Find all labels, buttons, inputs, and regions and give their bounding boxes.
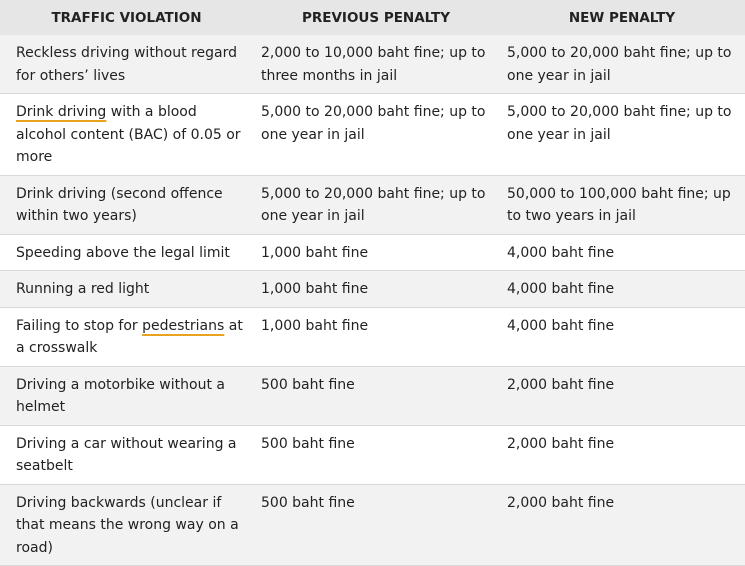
previous-penalty-cell: 5,000 to 20,000 baht fine; up to one year in jail [253,175,499,234]
new-penalty-cell: 5,000 to 20,000 baht fine; up to one year in jail [499,94,745,176]
previous-penalty-cell: 5,000 to 20,000 baht fine; up to one year in jail [253,94,499,176]
new-penalty-cell: 2,000 baht fine [499,425,745,484]
violation-cell: Driving backwards (unclear if that means the wrong way on a road) [0,484,253,566]
new-penalty-cell: 4,000 baht fine [499,234,745,271]
table-row [0,271,745,308]
new-penalty-cell: 2,000 baht fine [499,366,745,425]
violation-cell: Driving a motorbike without a helmet [0,366,253,425]
new-penalty-cell: 2,000 baht fine [499,484,745,566]
header-row [0,0,745,35]
table-row [0,307,745,366]
violation-cell: Speeding above the legal limit [0,234,253,271]
violation-cell: Reckless driving without regard for others’ lives [0,35,253,94]
violation-text: at a crosswalk [16,317,243,356]
violation-cell [0,307,253,366]
previous-penalty-cell: 1,000 baht fine [253,234,499,271]
violation-cell: Running a red light [0,271,253,308]
table-body [0,35,745,566]
previous-penalty-cell: 1,000 baht fine [253,271,499,308]
table-header [0,0,745,35]
previous-penalty-cell: 500 baht fine [253,366,499,425]
header-traffic-violation: TRAFFIC VIOLATION [0,0,253,35]
drink-driving-link[interactable]: Drink driving [16,104,107,120]
table-row [0,366,745,425]
table-row [0,94,745,176]
new-penalty-cell: 4,000 baht fine [499,271,745,308]
table-row [0,234,745,271]
violation-cell: Driving a car without wearing a seatbelt [0,425,253,484]
violation-cell [0,94,253,176]
previous-penalty-cell: 2,000 to 10,000 baht fine; up to three months in jail [253,35,499,94]
table-row [0,484,745,566]
table-row [0,425,745,484]
table-row [0,175,745,234]
violation-cell: Drink driving (second offence within two years) [0,175,253,234]
previous-penalty-cell: 500 baht fine [253,425,499,484]
header-new-penalty: NEW PENALTY [499,0,745,35]
pedestrians-link[interactable]: pedestrians [142,317,225,334]
new-penalty-cell: 50,000 to 100,000 baht fine; up to two years in jail [499,175,745,234]
table-row [0,35,745,94]
new-penalty-cell: 4,000 baht fine [499,307,745,366]
violation-text: with a blood alcohol content (BAC) of 0.05 or more [16,104,241,165]
header-previous-penalty: PREVIOUS PENALTY [253,0,499,35]
violation-text: Failing to stop for [16,317,143,334]
previous-penalty-cell: 1,000 baht fine [253,307,499,366]
new-penalty-cell: 5,000 to 20,000 baht fine; up to one year in jail [499,35,745,94]
previous-penalty-cell: 500 baht fine [253,484,499,566]
